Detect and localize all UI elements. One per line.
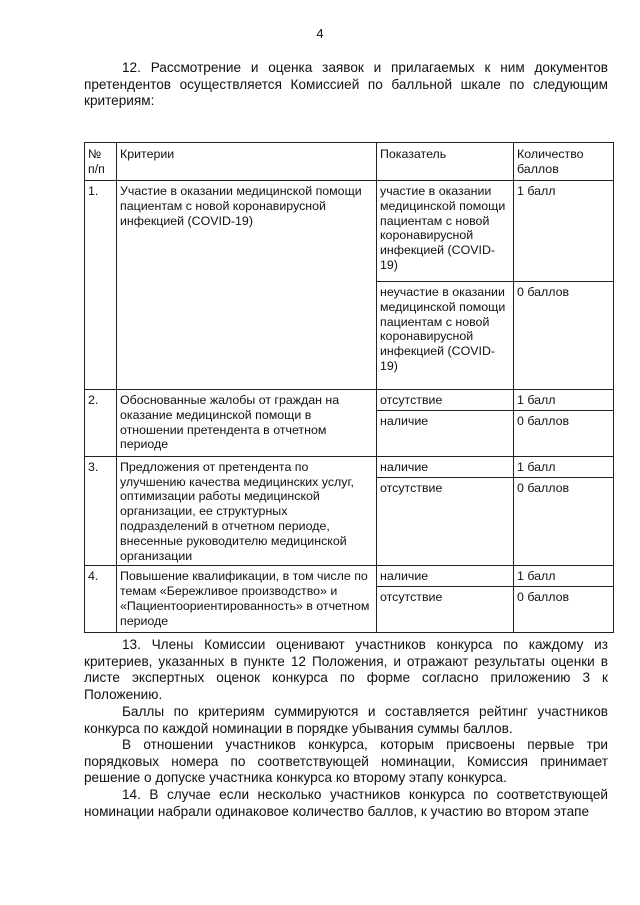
row-score: 0 баллов: [514, 477, 614, 566]
row-score: 1 балл: [514, 456, 614, 477]
section-13-paragraph-1: [84, 637, 608, 703]
table-header-row: [85, 143, 614, 181]
row-score: 1 балл: [514, 566, 614, 587]
table-row: [85, 566, 614, 587]
section-13-paragraph-3: [84, 737, 608, 787]
row-indicator: отсутствие: [377, 587, 514, 633]
section-13-text-2: Баллы по критериям суммируются и составляется рейтинг участников конкурса по каждой номинации в порядке убывания суммы баллов.: [84, 704, 608, 736]
section-14-text: 14. В случае если несколько участников конкурса по соответствующей номинации набрали одинаковое количество баллов, к участию во втором этапе: [84, 787, 608, 819]
row-indicator: наличие: [377, 410, 514, 456]
row-score: 0 баллов: [514, 282, 614, 390]
row-indicator: наличие: [377, 566, 514, 587]
row-indicator: отсутствие: [377, 390, 514, 411]
row-score: 0 баллов: [514, 587, 614, 633]
row-indicator: наличие: [377, 456, 514, 477]
row-num: 1.: [85, 181, 117, 390]
row-criterion: Предложения от претендента по улучшению качества медицинских услуг, оптимизации работы медицинской организации, ее структурных подразделений в отчетном периоде, внесенные руководителю медицинской организации: [117, 456, 377, 566]
section-12-paragraph: [84, 60, 608, 110]
row-score: 1 балл: [514, 390, 614, 411]
row-criterion: Повышение квалификации, в том числе по темам «Бережливое производство» и «Пациентоориентированность» в отчетном периоде: [117, 566, 377, 633]
table-row: [85, 390, 614, 411]
header-criteria: Критерии: [117, 143, 377, 181]
table-row: [85, 181, 614, 282]
row-score: 1 балл: [514, 181, 614, 282]
row-num: 3.: [85, 456, 117, 566]
section-13-paragraph-2: [84, 704, 608, 737]
row-num: 2.: [85, 390, 117, 457]
section-14-paragraph: [84, 787, 608, 820]
row-indicator: отсутствие: [377, 477, 514, 566]
row-score: 0 баллов: [514, 410, 614, 456]
row-indicator: участие в оказании медицинской помощи пациентам с новой коронавирусной инфекцией (COVID-19): [377, 181, 514, 282]
row-criterion: Участие в оказании медицинской помощи пациентам с новой коронавирусной инфекцией (COVID-19): [117, 181, 377, 390]
header-num: № п/п: [85, 143, 117, 181]
section-13-text-1: 13. Члены Комиссии оценивают участников конкурса по каждому из критериев, указанных в пункте 12 Положения, и отражают результаты оценки в листе экспертных оценок конкурса по форме согласно приложению 3 к Положению.: [84, 637, 608, 702]
page-number: 4: [316, 26, 324, 41]
row-criterion: Обоснованные жалобы от граждан на оказание медицинской помощи в отношении претендента в отчетном периоде: [117, 390, 377, 457]
row-num: 4.: [85, 566, 117, 633]
table-row: [85, 456, 614, 477]
header-indicator: Показатель: [377, 143, 514, 181]
section-13-text-3: В отношении участников конкурса, которым присвоены первые три порядковых номера по соответствующей номинации, Комиссия принимает решение о допуске участника конкурса ко второму этапу конкурса.: [84, 737, 608, 786]
criteria-table: [84, 142, 614, 633]
row-indicator: неучастие в оказании медицинской помощи пациентам с новой коронавирусной инфекцией (COVID-19): [377, 282, 514, 390]
section-12-text: 12. Рассмотрение и оценка заявок и прилагаемых к ним документов претендентов осуществляется Комиссией по балльной шкале по следующим критериям:: [84, 60, 608, 109]
header-score: Количество баллов: [514, 143, 614, 181]
